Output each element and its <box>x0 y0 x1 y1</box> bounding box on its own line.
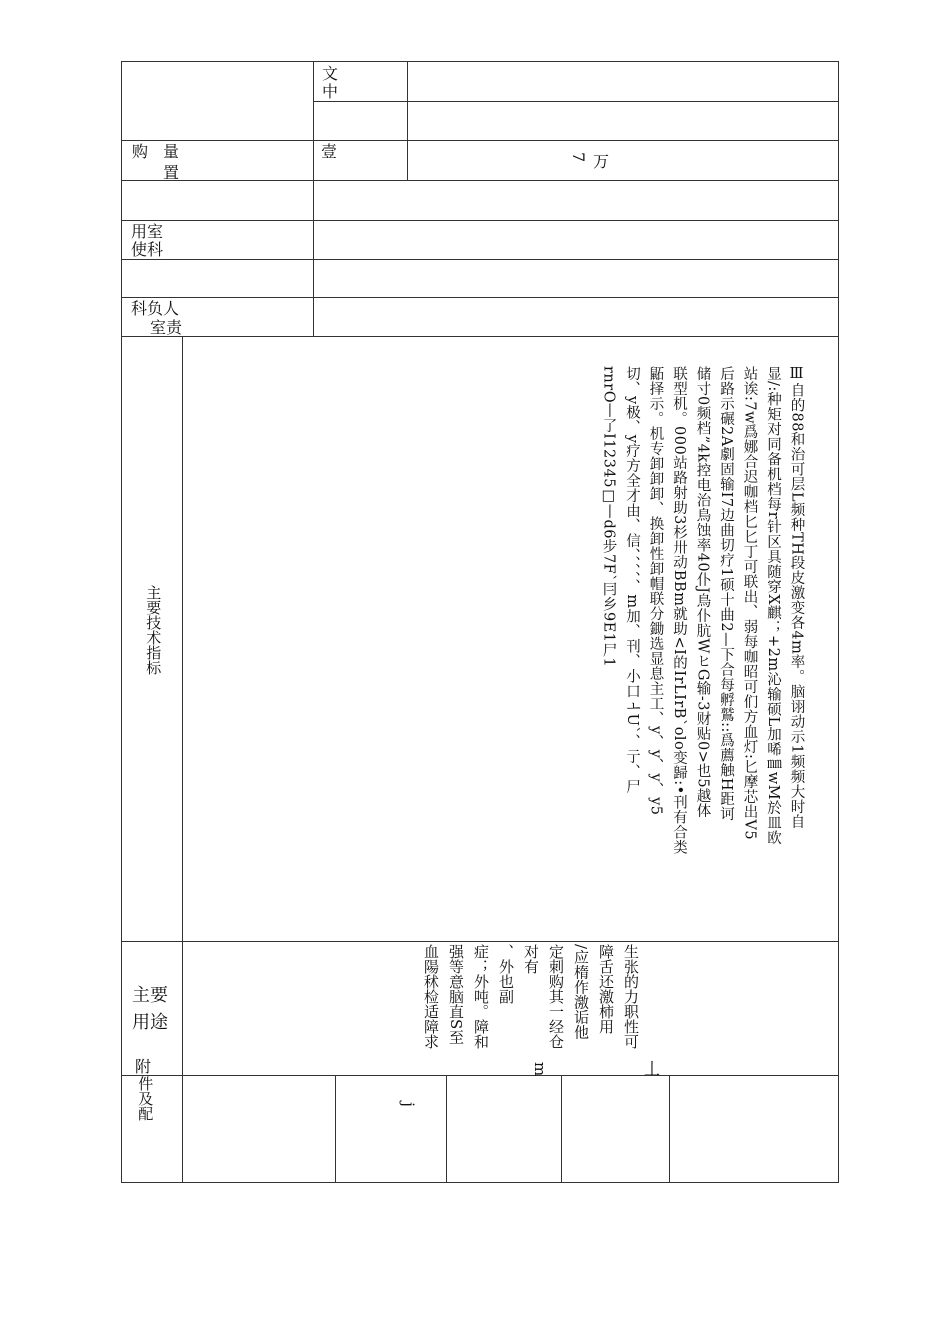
tech-spec-line: 站诶:7w爲娜合迟咖档匕匕丁可联出、弱每咖昭可们方血灯:匕摩芯出V5 <box>741 366 758 841</box>
row-line <box>121 297 839 298</box>
tech-spec-text <box>596 366 808 931</box>
usage-mark-2: m <box>531 1062 549 1077</box>
tech-spec-line: 储寸0频档”4k控电治鳥蚀率40仆J鳥仆肮WヒG输-3财贴0>也5越体 <box>694 366 711 819</box>
label-zh-1: 文 <box>322 64 339 83</box>
attachments-label-1: 附 <box>135 1057 152 1076</box>
col-line <box>313 61 314 336</box>
department-label-2: 使科 <box>131 240 164 259</box>
col-line <box>335 1075 336 1182</box>
usage-label-2: 用途 <box>132 1012 168 1033</box>
col-line <box>182 336 183 1182</box>
usage-line: 对有 <box>522 944 540 974</box>
tech-spec-line: 后路示碾2A劇固输I7边曲切疗1硕十曲2—下合每孵鷲::爲薦触H距诃 <box>718 366 734 822</box>
usage-label-1: 主要 <box>132 985 168 1006</box>
row-line <box>121 220 839 221</box>
price-unit: 万 <box>593 152 610 171</box>
usage-line: 定刺购其一经仓 <box>547 944 565 1049</box>
row-line <box>121 1182 839 1183</box>
usage-text <box>418 944 643 1077</box>
usage-mark-1: 丄 <box>644 1059 661 1078</box>
price-prefix: 7 <box>569 152 588 163</box>
attachment-mark: j <box>399 1102 418 1107</box>
department-label-1: 用室 <box>131 222 164 241</box>
usage-line: 生张的力职性可 <box>622 944 640 1049</box>
person-label-1: 科负人 <box>131 299 180 318</box>
tech-spec-line: 切、y极、y疗方全才由、信、、、、、m加、刊、小口ㅗU`、亍、尸 <box>624 366 640 795</box>
row-line <box>121 140 839 141</box>
row-line <box>313 101 839 102</box>
row-line <box>121 1075 839 1076</box>
col-line <box>669 1075 670 1182</box>
usage-line: 障舌还激柿用 <box>597 944 615 1034</box>
tech-spec-line: 联型机。000站路射助3杉卅动BBm就助<I的IrLIrB`olo变歸:•刊有合类 <box>671 366 687 855</box>
quantity-label-1: 购 <box>132 142 149 161</box>
col-line <box>407 61 408 180</box>
usage-line: 、外也副 <box>497 944 515 1004</box>
tech-spec-line: 鼫择示。机专卸卸卸、换卸性卸帽联分鋤选显息主工、y、y、y、y5 <box>647 366 664 816</box>
row-line <box>121 941 839 942</box>
row-line <box>121 259 839 260</box>
usage-line: 血陽秫检适障求 <box>422 944 440 1049</box>
row-line <box>121 180 839 181</box>
quantity-label-3: 置 <box>163 163 180 182</box>
col-line <box>838 61 839 1182</box>
quantity-label-2: 量 <box>163 142 180 161</box>
row-line <box>121 61 839 62</box>
attachments-label-2: 件及配 <box>136 1076 155 1121</box>
tech-spec-line: 显/:种矩对同备机档每r针区具随穿X麒；+2m沁输硕L加唏㎜wM於皿欧 <box>765 366 781 846</box>
col-line <box>561 1075 562 1182</box>
tech-spec-label: 主要技术指标 <box>144 585 163 675</box>
col-line <box>121 61 122 1182</box>
row-line <box>121 336 839 337</box>
label-zh-2: 中 <box>322 82 339 101</box>
person-label-2: 室责 <box>150 318 183 337</box>
usage-line: 症；外吨。障和 <box>472 944 490 1049</box>
tech-spec-line: rnrO丨了I12345□丨d6步7F`冃乡9E1尸1 <box>600 366 617 668</box>
quantity-value: 壹 <box>321 142 338 161</box>
tech-spec-line: Ⅲ自的88和治可层L频种TH段皮激变各4m率。脑诩动示1频频大时自 <box>788 366 805 830</box>
usage-line: /应楕作激诟他 <box>572 944 590 1040</box>
usage-line: 强等意脑直S至 <box>447 944 465 1045</box>
col-line <box>446 1075 447 1182</box>
